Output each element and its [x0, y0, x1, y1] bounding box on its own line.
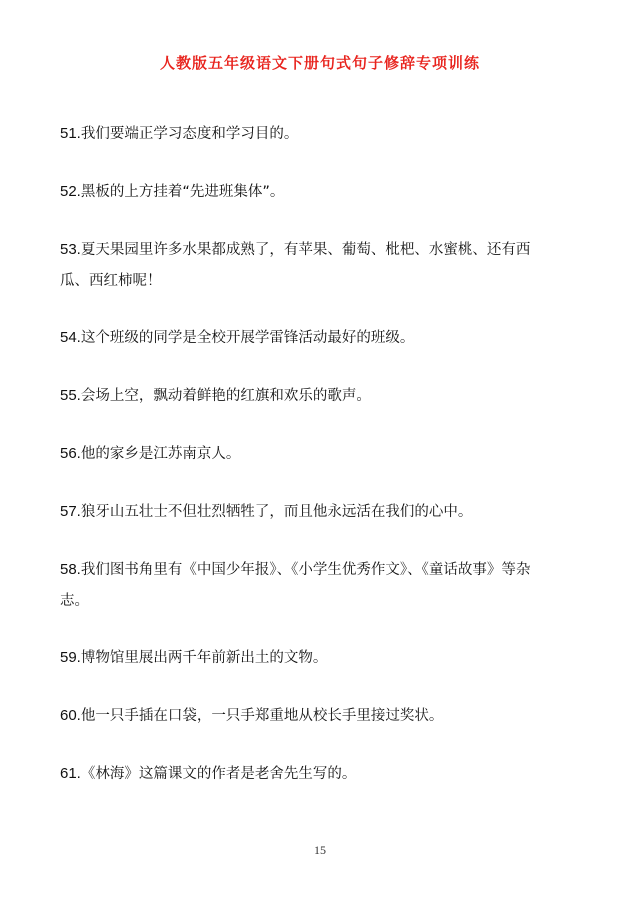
question-text: 我们要端正学习态度和学习目的。	[80, 126, 299, 142]
question-60	[60, 700, 540, 732]
question-number: 57.	[60, 503, 81, 520]
question-58	[60, 554, 540, 617]
page-title: 人教版五年级语文下册句式句子修辞专项训练	[159, 54, 480, 72]
question-number: 52.	[60, 183, 81, 200]
question-number: 53.	[60, 241, 81, 258]
question-54	[60, 322, 540, 354]
question-number: 56.	[60, 445, 81, 462]
question-55	[60, 380, 540, 412]
question-61	[60, 758, 540, 790]
question-number: 51.	[60, 125, 81, 142]
question-text: 黑板的上方挂着“先进班集体”。	[80, 184, 285, 200]
question-text: 《林海》这篇课文的作者是老舍先生写的。	[80, 766, 357, 782]
question-53	[60, 234, 540, 297]
question-52	[60, 176, 540, 208]
question-text: 我们图书角里有《中国少年报》、《小学生优秀作文》、《童话故事》等杂志。	[60, 562, 531, 609]
page-number: 15	[314, 843, 326, 857]
question-57	[60, 496, 540, 528]
question-text: 他一只手插在口袋，一只手郑重地从校长手里接过奖状。	[80, 708, 444, 724]
question-text: 夏天果园里许多水果都成熟了，有苹果、葡萄、枇杷、水蜜桃、还有西瓜、西红柿呢！	[60, 242, 531, 289]
question-text: 博物馆里展出两千年前新出土的文物。	[80, 650, 328, 666]
question-text: 这个班级的同学是全校开展学雷锋活动最好的班级。	[80, 330, 415, 346]
question-59	[60, 642, 540, 674]
question-text: 会场上空，飘动着鲜艳的红旗和欢乐的歌声。	[80, 388, 371, 404]
question-number: 54.	[60, 329, 81, 346]
question-number: 59.	[60, 649, 81, 666]
question-number: 58.	[60, 561, 81, 578]
question-number: 61.	[60, 765, 81, 782]
question-number: 60.	[60, 707, 81, 724]
question-text: 他的家乡是江苏南京人。	[80, 446, 241, 462]
question-text: 狼牙山五壮士不但壮烈牺牲了，而且他永远活在我们的心中。	[80, 504, 473, 520]
question-number: 55.	[60, 387, 81, 404]
question-51	[60, 118, 540, 150]
question-56	[60, 438, 540, 470]
